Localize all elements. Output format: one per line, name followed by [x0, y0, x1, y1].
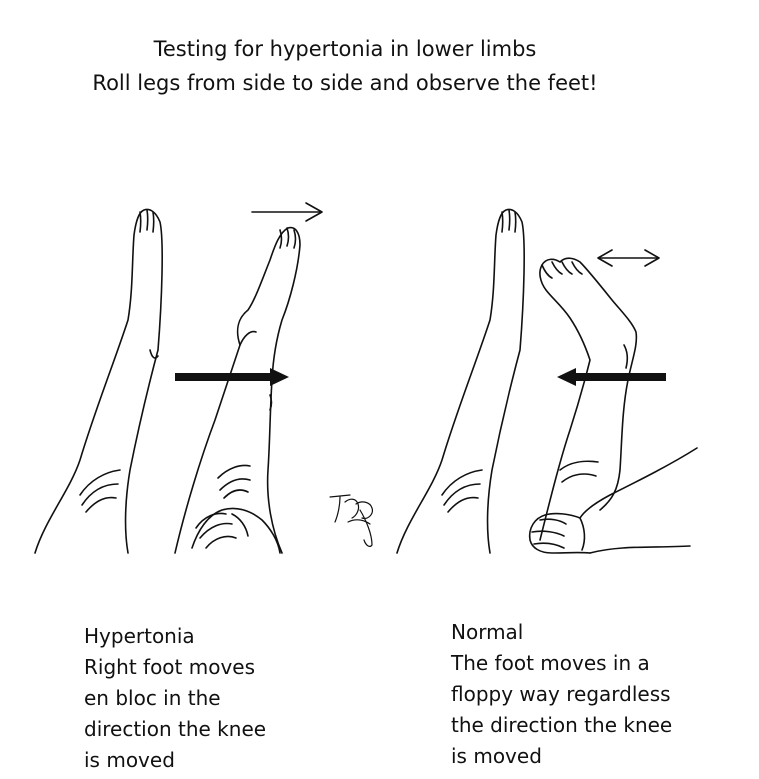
right-panel-examiner-arm	[530, 448, 697, 553]
normal-line-2: floppy way regardless	[451, 682, 671, 706]
hypertonia-caption	[84, 621, 266, 776]
normal-caption	[451, 617, 672, 772]
normal-line-1: The foot moves in a	[451, 651, 650, 675]
left-panel-right-leg	[175, 228, 300, 553]
hypertonia-heading: Hypertonia	[84, 624, 195, 648]
left-panel-examiner-hand	[192, 508, 280, 553]
normal-heading: Normal	[451, 620, 524, 644]
right-panel-right-leg	[540, 258, 636, 540]
normal-line-3: the direction the knee	[451, 713, 673, 737]
hypertonia-line-1: Right foot moves	[84, 655, 256, 679]
diagram-title-line-1: Testing for hypertonia in lower limbs	[153, 37, 537, 61]
hypertonia-line-3: direction the knee	[84, 717, 267, 741]
artist-signature	[330, 495, 372, 546]
normal-line-4: is moved	[451, 744, 542, 768]
hypertonia-line-2: en bloc in the	[84, 686, 221, 710]
left-panel-left-leg	[35, 210, 162, 554]
hypertonia-line-4: is moved	[84, 748, 175, 772]
diagram-title-line-2: Roll legs from side to side and observe the feet!	[92, 71, 598, 95]
right-panel-left-leg	[397, 210, 524, 554]
right-panel-knee-arrow	[557, 368, 666, 386]
